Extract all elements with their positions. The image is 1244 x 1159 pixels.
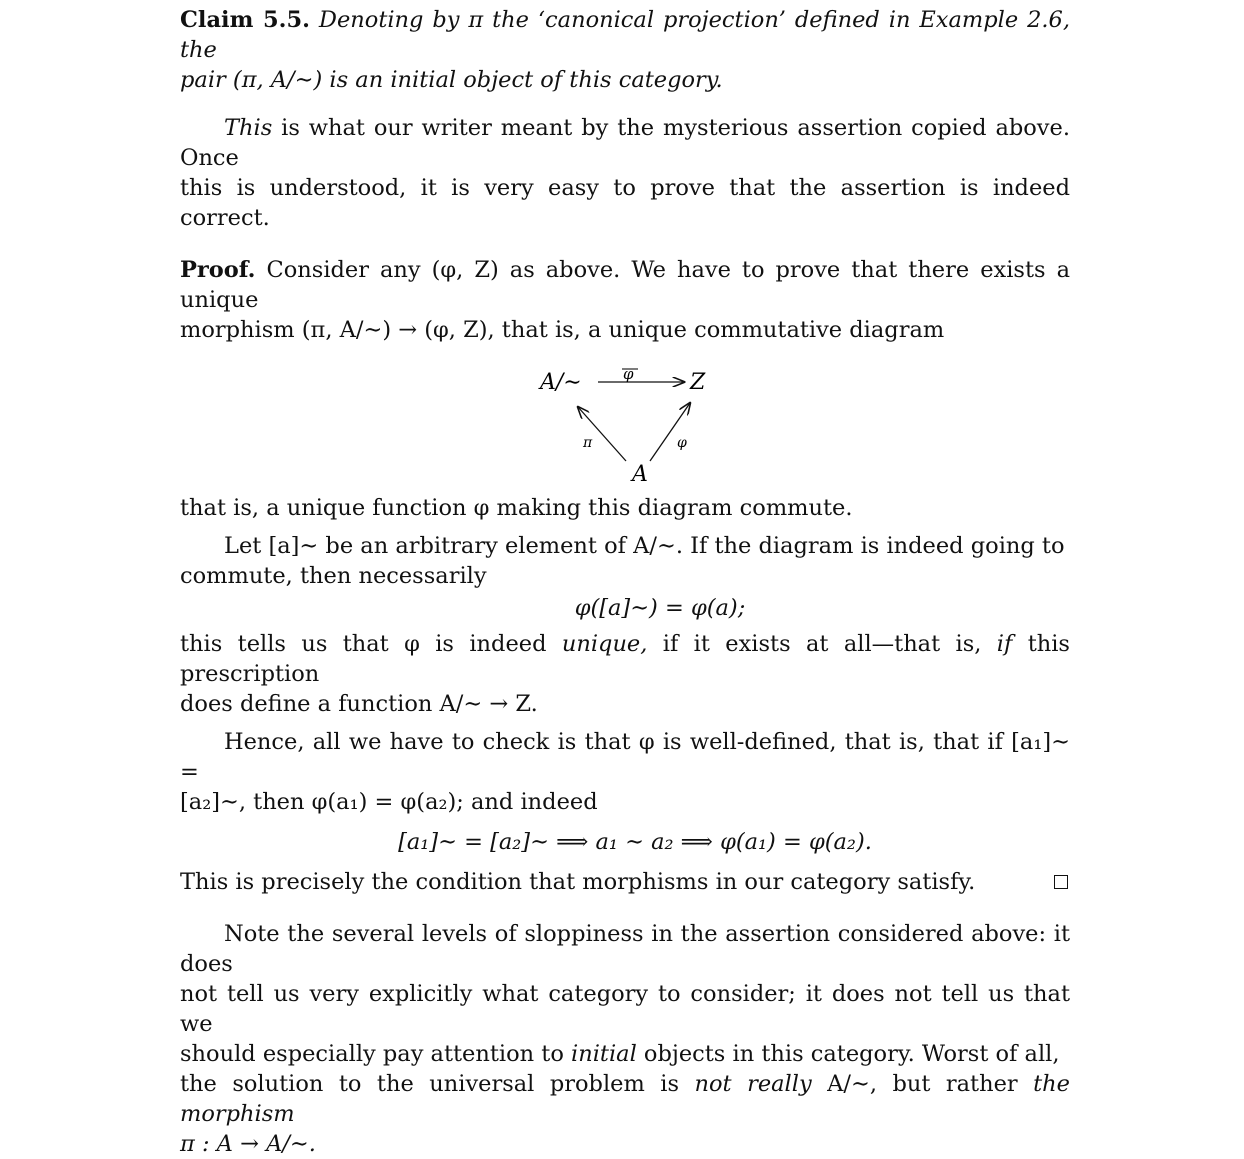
claim-text-line2: pair (π, A/∼) is an initial object of this category. <box>180 67 723 93</box>
page-content <box>180 0 1070 1159</box>
label-pi: π <box>583 435 593 451</box>
uniqueness-text-c: this prescription <box>180 631 1070 687</box>
uniqueness-text-a: this tells us that φ is indeed <box>180 631 562 657</box>
conclusion-text: This is precisely the condition that morphisms in our category satisfy. <box>180 869 976 895</box>
explanation-paragraph <box>180 113 1070 233</box>
well-defined-line1: Hence, all we have to check is that φ is well-defined, that is, that if [a₁]∼ = <box>180 729 1070 785</box>
commutative-diagram <box>180 353 1070 489</box>
uniqueness-line2: does define a function A/∼ → Z. <box>180 691 538 717</box>
note-line4b: A/∼, but rather <box>811 1071 1034 1097</box>
claim-text-line1: Denoting by π the ‘canonical projection’ defined in Example 2.6, the <box>180 7 1071 63</box>
emphasis-not-really: not really <box>694 1071 812 1097</box>
claim <box>180 5 1070 95</box>
proof-label: Proof. <box>180 257 256 283</box>
emphasis-if: if <box>996 631 1013 657</box>
uniqueness-paragraph <box>180 629 1070 719</box>
explanation-line1: is what our writer meant by the mysterious assertion copied above. Once <box>180 115 1070 171</box>
emphasis-this: This <box>224 115 273 141</box>
proof-paragraph <box>180 255 1070 345</box>
note-line1: Note the several levels of sloppiness in the assertion considered above: it does <box>180 921 1070 977</box>
conclusion-line <box>180 867 1070 897</box>
qed-box-icon <box>1054 875 1068 889</box>
well-defined-line2: [a₂]∼, then φ(a₁) = φ(a₂); and indeed <box>180 789 598 815</box>
note-line4a: the solution to the universal problem is <box>180 1071 695 1097</box>
arbitrary-element-line1: Let [a]∼ be an arbitrary element of A/∼. If the diagram is indeed going to <box>224 533 1065 559</box>
equation-implication: [a₁]∼ = [a₂]∼ ⟹ a₁ ∼ a₂ ⟹ φ(a₁) = φ(a₂). <box>398 829 872 855</box>
emphasis-initial: initial <box>571 1041 637 1067</box>
unique-function-line: that is, a unique function φ making this diagram commute. <box>180 495 853 521</box>
diagram-node-z: Z <box>690 370 706 395</box>
note-paragraph <box>180 919 1070 1159</box>
emphasis-unique: unique, <box>561 631 648 657</box>
note-line2: not tell us very explicitly what category to consider; it does not tell us that we <box>180 981 1070 1037</box>
proof-line2: morphism (π, A/∼) → (φ, Z), that is, a unique commutative diagram <box>180 317 945 343</box>
label-phi: φ <box>677 435 687 451</box>
proof-line1: Consider any (φ, Z) as above. We have to prove that there exists a unique <box>180 257 1070 313</box>
claim-label: Claim 5.5. <box>180 7 310 33</box>
note-line5: π : A → A/∼. <box>180 1131 316 1157</box>
arrow-phi <box>650 403 690 461</box>
arbitrary-element-line2: commute, then necessarily <box>180 563 487 589</box>
label-phi-bar: φ <box>623 365 634 383</box>
arbitrary-element-paragraph <box>180 531 1070 591</box>
equation-definition: φ([a]∼) = φ(a); <box>574 595 746 621</box>
arrow-pi <box>578 407 626 461</box>
explanation-line2: this is understood, it is very easy to prove that the assertion is indeed correct. <box>180 175 1070 231</box>
note-line3b: objects in this category. Worst of all, <box>636 1041 1060 1067</box>
emphasis-the-morphism: the morphism <box>180 1071 1070 1127</box>
diagram-svg <box>180 353 1070 489</box>
well-defined-paragraph <box>180 727 1070 817</box>
note-line3a: should especially pay attention to <box>180 1041 572 1067</box>
diagram-node-quotient: A/∼ <box>540 370 582 395</box>
uniqueness-text-b: if it exists at all—that is, <box>647 631 997 657</box>
diagram-node-a: A <box>632 462 648 487</box>
